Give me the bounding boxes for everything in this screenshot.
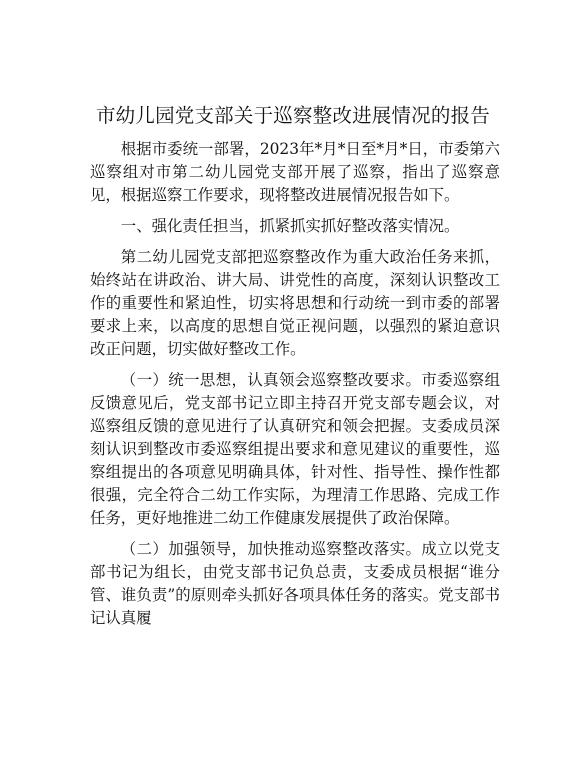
subsection-1-paragraph: （一）统一思想，认真领会巡察整改要求。市委巡察组反馈意见后，党支部书记立即主持召开党支部专题会议，对巡察组反馈的意见进行了认真研究和领会把握。支委成员深刻认识到整改市委巡察组提出要求和意见建议的重要性，巡察组提出的各项意见明确具体，针对性、指导性、操作性都很强，完全符合二幼工作实际，为理清工作思路、完成工作任务，更好地推进二幼工作健康发展提供了政治保障。 bbox=[90, 371, 500, 527]
section-1-paragraph: 第二幼儿园党支部把巡察整改作为重大政治任务来抓，始终站在讲政治、讲大局、讲党性的高度，深刻认识整改工作的重要性和紧迫性，切实将思想和行动统一到市委的部署要求上来，以高度的思想自觉正视问题，以强烈的紧迫意识改正问题，切实做好整改工作。 bbox=[90, 248, 500, 358]
document-body bbox=[90, 138, 500, 638]
intro-paragraph: 根据市委统一部署，2023年*月*日至*月*日，市委第六巡察组对市第二幼儿园党支部开展了巡察，指出了巡察意见，根据巡察工作要求，现将整改进展情况报告如下。 bbox=[90, 140, 500, 204]
subsection-2-paragraph: （二）加强领导，加快推动巡察整改落实。成立以党支部书记为组长，由党支部书记负总责，支委成员根据“谁分管、谁负责”的原则牵头抓好各项具体任务的落实。党支部书记认真履 bbox=[90, 540, 500, 627]
document-title: 市幼儿园党支部关于巡察整改进展情况的报告 bbox=[95, 104, 490, 127]
section-heading-1: 一、强化责任担当，抓紧抓实抓好整改落实情况。 bbox=[120, 217, 460, 235]
